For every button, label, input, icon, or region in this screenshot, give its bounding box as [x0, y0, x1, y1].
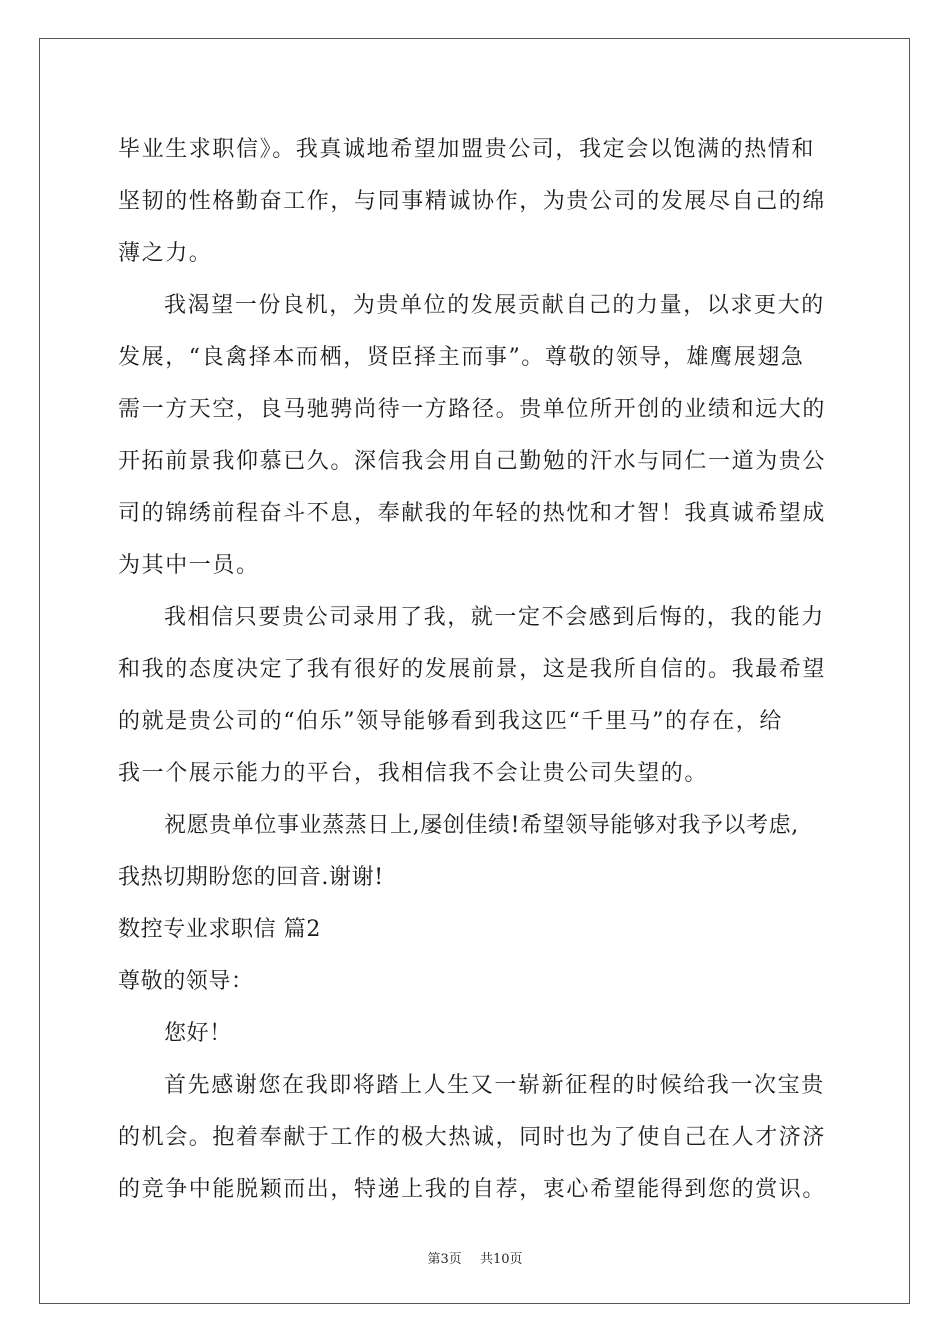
salutation: 尊敬的领导：: [118, 969, 254, 994]
paragraph-3-line-1: 我相信只要贵公司录用了我，就一定不会感到后悔的，我的能力: [164, 605, 825, 630]
paragraph-2-line-2: 发展，“良禽择本而栖，贤臣择主而事”。尊敬的领导，雄鹰展翅急: [118, 345, 805, 370]
paragraph-2-line-5: 司的锦绣前程奋斗不息，奉献我的年轻的热忱和才智！我真诚希望成: [118, 501, 827, 526]
paragraph-1-line-3: 薄之力。: [118, 241, 213, 266]
document-body: [118, 124, 838, 1216]
page-footer: [0, 1248, 950, 1267]
paragraph-3-line-4: 我一个展示能力的平台，我相信我不会让贵公司失望的。: [118, 761, 709, 786]
section-heading: 数控专业求职信 篇2: [118, 917, 321, 942]
paragraph-1-line-2: 坚韧的性格勤奋工作，与同事精诚协作，为贵公司的发展尽自己的绵: [118, 189, 827, 214]
paragraph-4-line-2: 我热切期盼您的回音.谢谢!: [118, 865, 384, 890]
paragraph-2-line-6: 为其中一员。: [118, 553, 260, 578]
closing-paragraph-line-1: 首先感谢您在我即将踏上人生又一崭新征程的时候给我一次宝贵: [164, 1073, 825, 1098]
paragraph-1-line-1: 毕业生求职信》。我真诚地希望加盟贵公司，我定会以饱满的热情和: [118, 137, 816, 162]
paragraph-4-line-1: 祝愿贵单位事业蒸蒸日上,屡创佳绩!希望领导能够对我予以考虑,: [164, 813, 799, 838]
closing-paragraph-line-2: 的机会。抱着奉献于工作的极大热诚，同时也为了使自己在人才济济: [118, 1125, 827, 1150]
paragraph-2-line-3: 需一方天空，良马驰骋尚待一方路径。贵单位所开创的业绩和远大的: [118, 397, 827, 422]
paragraph-2-line-4: 开拓前景我仰慕已久。深信我会用自己勤勉的汗水与同仁一道为贵公: [118, 449, 827, 474]
paragraph-3-line-3: 的就是贵公司的“伯乐”领导能够看到我这匹“千里马”的存在，给: [118, 709, 783, 734]
page-number: 第3页: [427, 1252, 462, 1267]
paragraph-3-line-2: 和我的态度决定了我有很好的发展前景，这是我所自信的。我最希望: [118, 657, 827, 682]
greeting: 您好！: [164, 1021, 232, 1046]
paragraph-2-line-1: 我渴望一份良机，为贵单位的发展贡献自己的力量，以求更大的: [164, 293, 825, 318]
closing-paragraph-line-3: 的竞争中能脱颖而出，特递上我的自荐，衷心希望能得到您的赏识。: [118, 1177, 827, 1202]
page-total: 共10页: [479, 1252, 523, 1267]
